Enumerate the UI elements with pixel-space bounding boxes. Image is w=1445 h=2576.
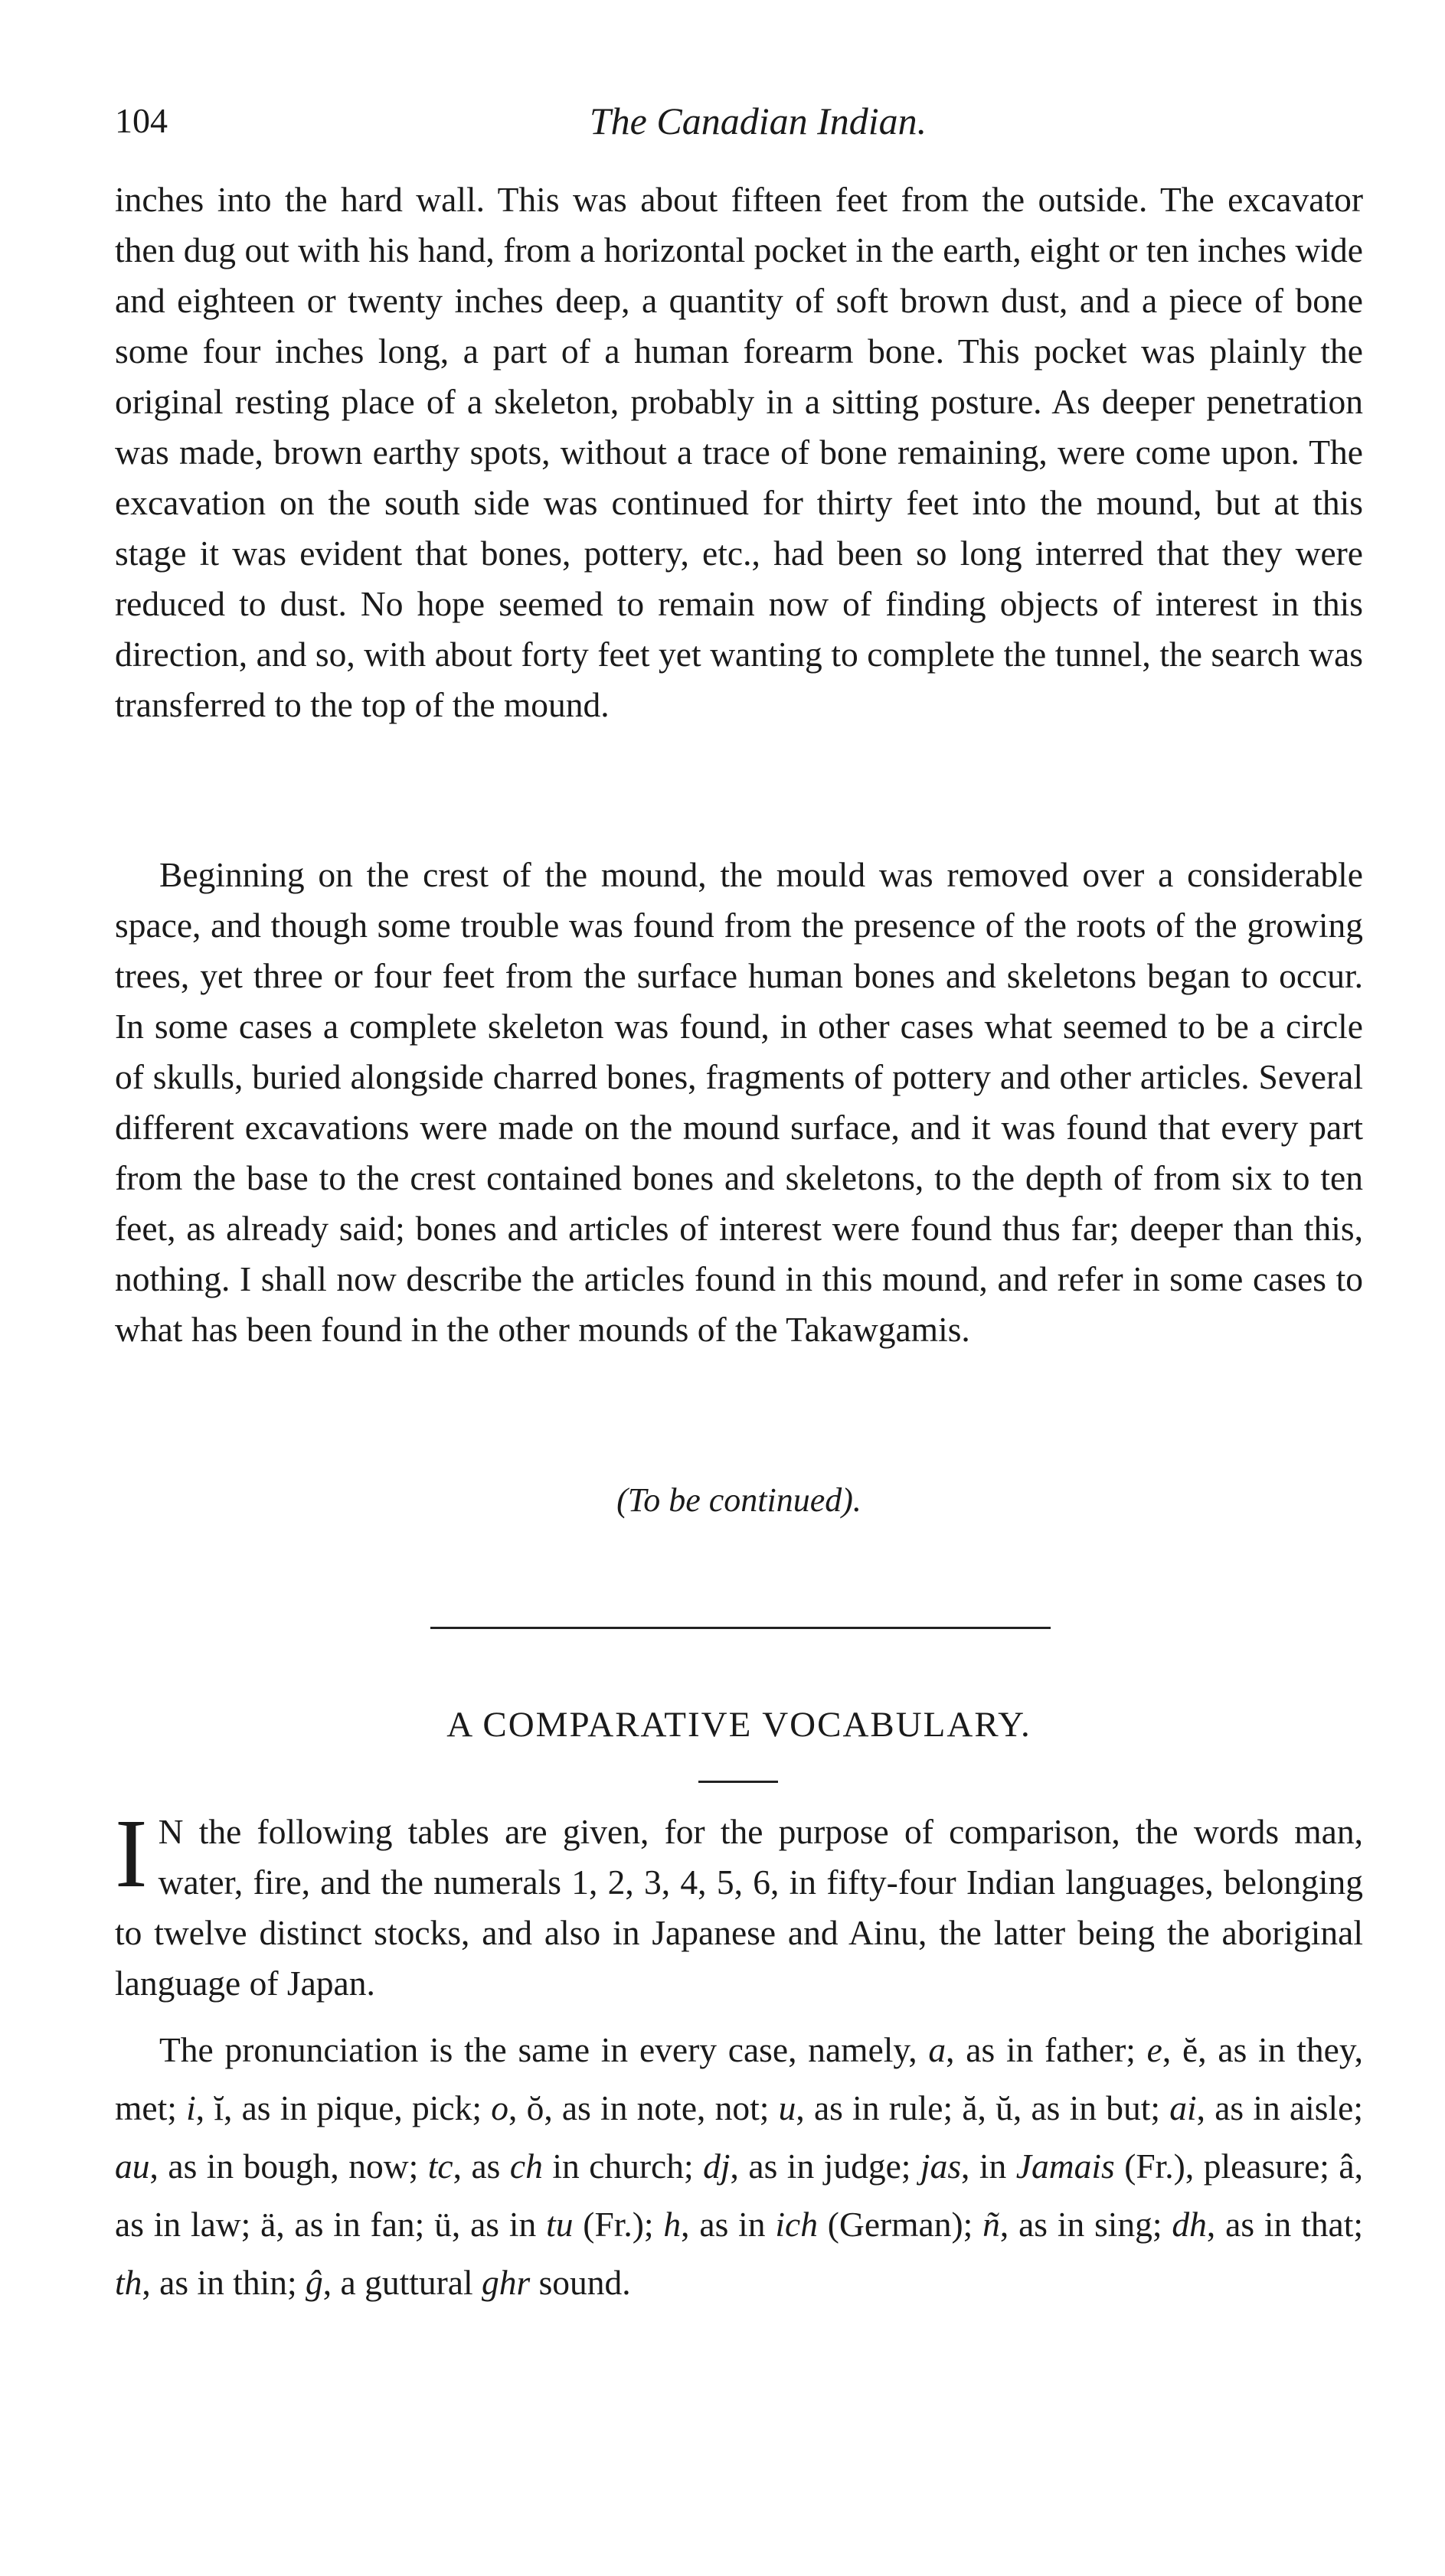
drop-cap: I xyxy=(115,1799,148,1908)
body-paragraph-2: Beginning on the crest of the mound, the mould was removed over a considerable space, and though some trouble was found from the presence of the roots of the growing trees, yet three or four feet from the surface human bones and skeletons began to occur. In some cases a complete skeleton was found, in other cases what seemed to be a circle of skulls, buried alongside charred bones, fragments of pottery and other articles. Several different excavations were made on the mound surface, and it was found that every part from the base to the crest contained bones and skeletons, to the depth of from six to ten feet, as already said; bones and articles of interest were found thus far; deeper than this, nothing. I shall now describe the articles found in this mound, and refer in some cases to what has been found in the other mounds of the Takawgamis. xyxy=(115,855,1363,1349)
section-divider-rule xyxy=(430,1627,1051,1629)
continued-note: (To be continued). xyxy=(616,1481,861,1519)
running-title: The Canadian Indian. xyxy=(589,100,927,142)
body-paragraph-1: inches into the hard wall. This was about fifteen feet from the outside. The excavator then dug out with his hand, from a horizontal pocket in the earth, eight or ten inches wide and eighteen or twenty inches deep, a quantity of soft brown dust, and a piece of bone some four inches long, a part of a human forearm bone. This pocket was plainly the original resting place of a skeleton, probably in a sitting posture. As deeper penetration was made, brown earthy spots, without a trace of bone remaining, were come upon. The excavation on the south side was continued for thirty feet into the mound, but at this stage it was evident that bones, pottery, etc., had been so long interred that they were reduced to dust. No hope seemed to remain now of finding objects of interest in this direction, and so, with about forty feet yet wanting to complete the tunnel, the search was transferred to the top of the mound. xyxy=(115,180,1363,724)
page-number: 104 xyxy=(115,101,168,140)
section-title: A COMPARATIVE VOCABULARY. xyxy=(446,1705,1031,1745)
pronunciation-paragraph: The pronunciation is the same in every case, namely, a, as in father; e, ĕ, as in they, met; i, ĭ, as in pique, pick; o, ŏ, as in note, not; u, as in rule; ă, ŭ, as in but; ai, as in aisle; au, as in bough, now; tc, as ch in church; dj, as in judge; jas, in Jamais (Fr.), pleasure; â, as in law; ä, as in fan; ü, as in tu (Fr.); h, as in ich (German); ñ, as in sing; dh, as in that; th, as in thin; ĝ, a guttural ghr sound. xyxy=(115,2030,1363,2302)
intro-text: N the following tables are given, for the purpose of comparison, the words man, water, fire, and the numerals 1, 2, 3, 4, 5, 6, in fifty-four Indian languages, belonging to twelve distinct stocks, and also in Japanese and Ainu, the latter being the aboriginal language of Japan. xyxy=(115,1812,1363,2003)
title-underline-rule xyxy=(698,1781,778,1783)
section-intro-paragraph xyxy=(115,1799,1363,2009)
running-header xyxy=(115,90,1371,152)
